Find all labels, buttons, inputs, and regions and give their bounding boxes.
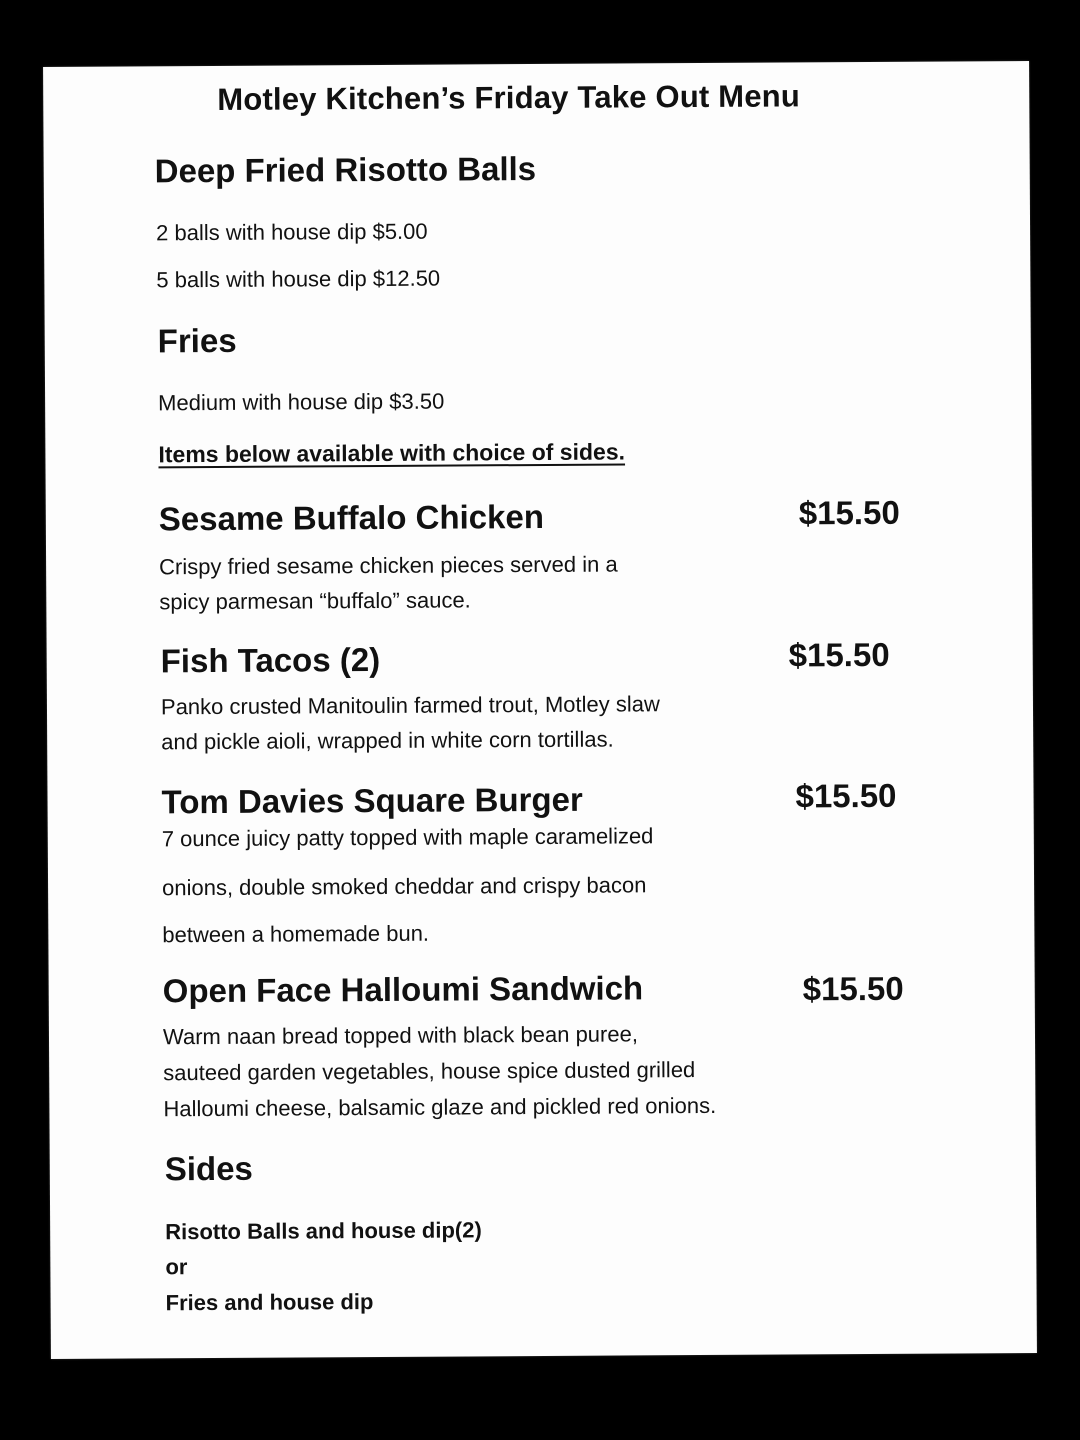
item-name: Open Face Halloumi Sandwich xyxy=(162,969,644,1010)
item-name: Sesame Buffalo Chicken xyxy=(158,497,545,538)
item-description-line: spicy parmesan “buffalo” sauce. xyxy=(159,587,471,615)
item-name: Tom Davies Square Burger xyxy=(161,780,583,821)
item-description-line: onions, double smoked cheddar and crispy bacon xyxy=(162,872,647,901)
menu-title: Motley Kitchen’s Friday Take Out Menu xyxy=(217,78,801,117)
menu-sheet xyxy=(43,61,1037,1359)
section-heading-risotto: Deep Fried Risotto Balls xyxy=(154,150,537,190)
item-price: $15.50 xyxy=(802,969,904,1008)
item-description-line: Crispy fried sesame chicken pieces served in a xyxy=(159,551,618,580)
item-description-line: Warm naan bread topped with black bean puree, xyxy=(162,1021,638,1050)
risotto-option-5-balls: 5 balls with house dip $12.50 xyxy=(156,265,441,293)
item-price: $15.50 xyxy=(788,635,890,674)
item-description-line: Halloumi cheese, balsamic glaze and pickled red onions. xyxy=(163,1092,717,1122)
item-description-line: and pickle aioli, wrapped in white corn tortillas. xyxy=(161,726,614,755)
side-option-fries: Fries and house dip xyxy=(165,1289,374,1316)
item-description-line: between a homemade bun. xyxy=(162,920,430,948)
sides-availability-note: Items below available with choice of sides. xyxy=(158,438,626,468)
item-description-line: Panko crusted Manitoulin farmed trout, Motley slaw xyxy=(160,691,660,720)
item-description-line: 7 ounce juicy patty topped with maple caramelized xyxy=(161,823,654,852)
risotto-option-2-balls: 2 balls with house dip $5.00 xyxy=(156,218,428,246)
side-option-risotto: Risotto Balls and house dip(2) xyxy=(165,1217,482,1245)
section-heading-fries: Fries xyxy=(157,321,237,360)
item-name: Fish Tacos (2) xyxy=(160,640,381,680)
fries-option-medium: Medium with house dip $3.50 xyxy=(158,388,445,416)
item-price: $15.50 xyxy=(795,776,897,815)
section-heading-sides: Sides xyxy=(164,1149,253,1188)
item-description-line: sauteed garden vegetables, house spice dusted grilled xyxy=(163,1057,696,1086)
item-price: $15.50 xyxy=(798,493,900,532)
side-option-or: or xyxy=(165,1254,188,1280)
